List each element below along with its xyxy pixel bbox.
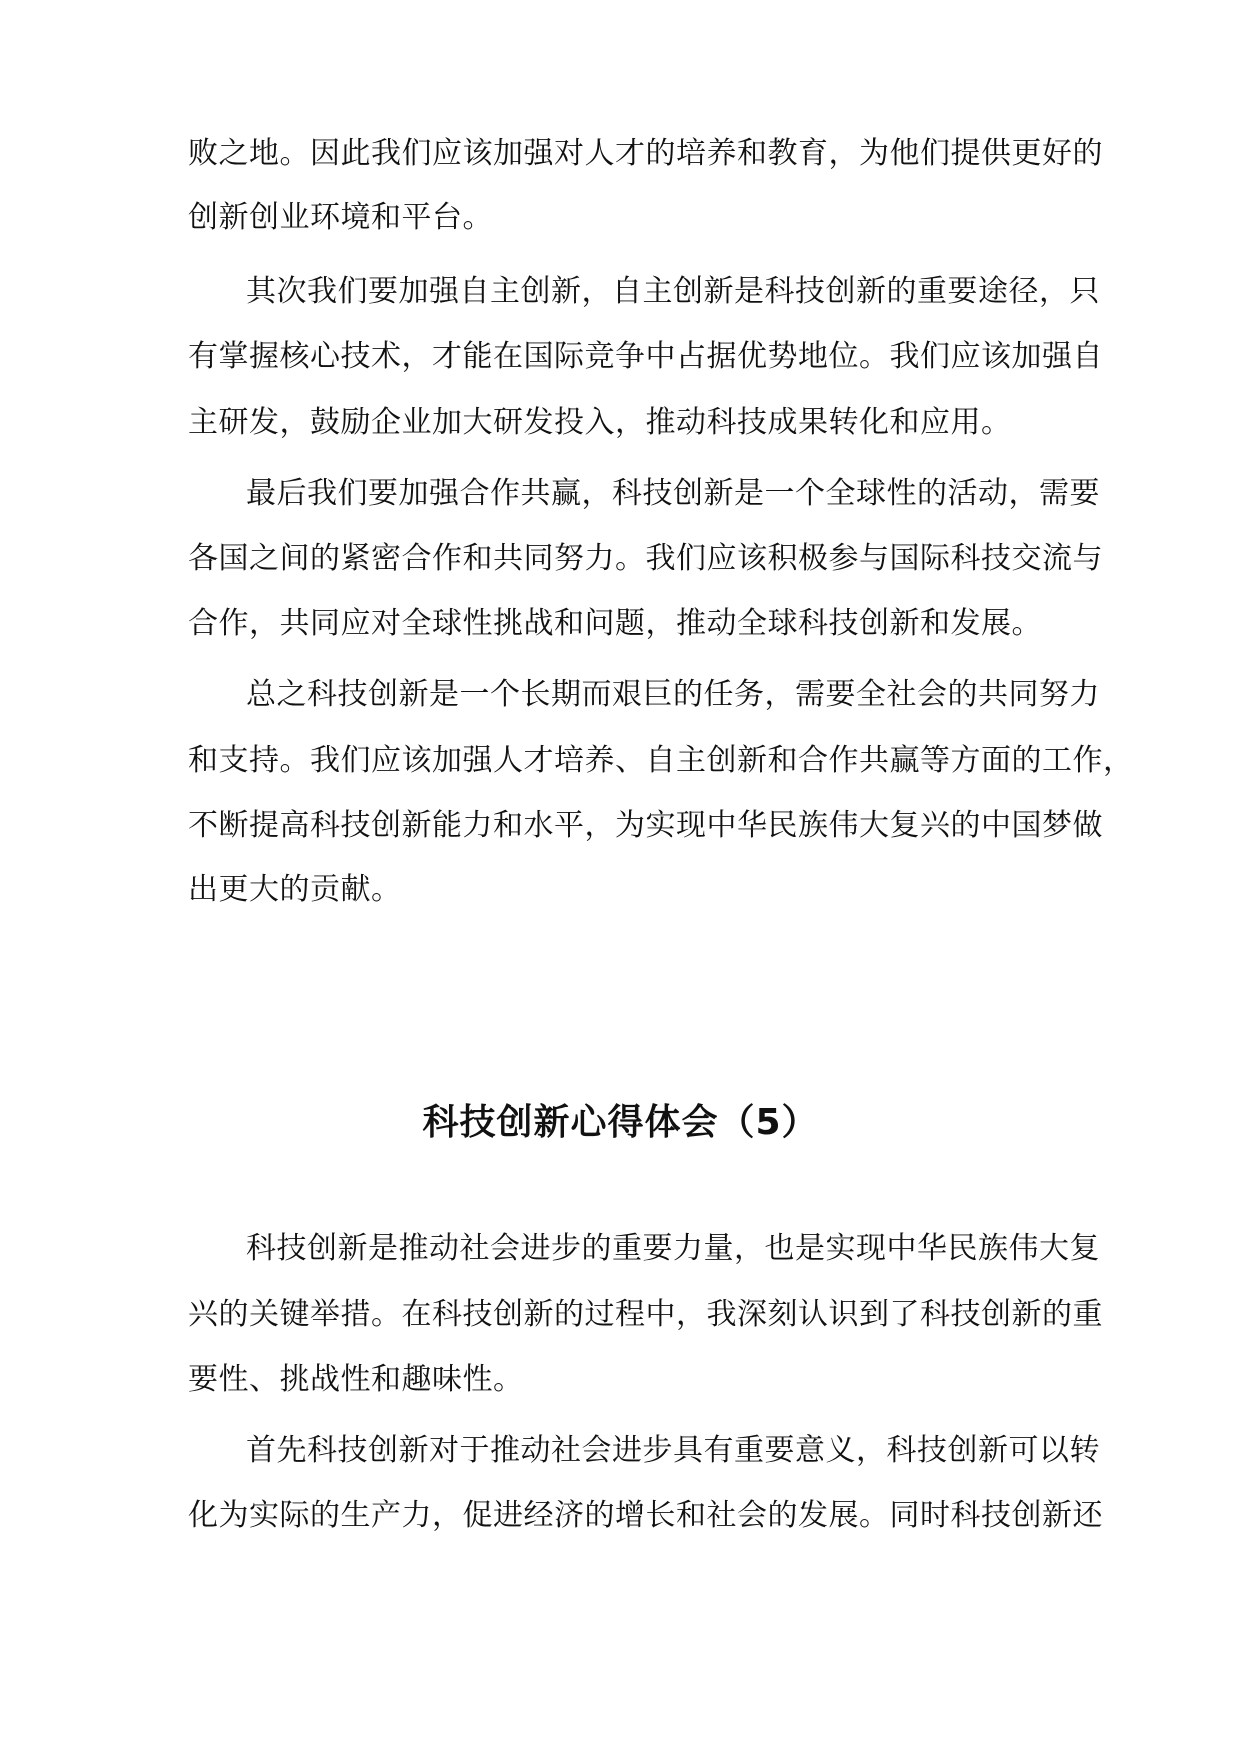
paragraph-line: 败之地。因此我们应该加强对人才的培养和教育，为他们提供更好的 bbox=[188, 136, 1103, 171]
paragraph-line: 总之科技创新是一个长期而艰巨的任务，需要全社会的共同努力 bbox=[246, 677, 1100, 712]
paragraph-line: 和支持。我们应该加强人才培养、自主创新和合作共赢等方面的工作， bbox=[188, 743, 1134, 778]
paragraph-line: 有掌握核心技术，才能在国际竞争中占据优势地位。我们应该加强自 bbox=[188, 339, 1103, 374]
section-title: 科技创新心得体会（5） bbox=[422, 1102, 819, 1143]
paragraph-line: 主研发，鼓励企业加大研发投入，推动科技成果转化和应用。 bbox=[188, 405, 1012, 440]
paragraph-line: 兴的关键举措。在科技创新的过程中，我深刻认识到了科技创新的重 bbox=[188, 1297, 1103, 1332]
paragraph-line: 合作，共同应对全球性挑战和问题，推动全球科技创新和发展。 bbox=[188, 606, 1042, 641]
paragraph-line: 出更大的贡献。 bbox=[188, 872, 402, 907]
paragraph-line: 科技创新是推动社会进步的重要力量，也是实现中华民族伟大复 bbox=[246, 1231, 1100, 1266]
paragraph-line: 不断提高科技创新能力和水平，为实现中华民族伟大复兴的中国梦做 bbox=[188, 808, 1103, 843]
paragraph-line: 最后我们要加强合作共赢，科技创新是一个全球性的活动，需要 bbox=[246, 476, 1100, 511]
paragraph-line: 各国之间的紧密合作和共同努力。我们应该积极参与国际科技交流与 bbox=[188, 541, 1103, 576]
paragraph-line: 化为实际的生产力，促进经济的增长和社会的发展。同时科技创新还 bbox=[188, 1498, 1103, 1533]
paragraph-line: 创新创业环境和平台。 bbox=[188, 200, 493, 235]
paragraph-line: 其次我们要加强自主创新，自主创新是科技创新的重要途径，只 bbox=[246, 274, 1100, 309]
paragraph-line: 要性、挑战性和趣味性。 bbox=[188, 1362, 524, 1397]
paragraph-line: 首先科技创新对于推动社会进步具有重要意义，科技创新可以转 bbox=[246, 1433, 1100, 1468]
